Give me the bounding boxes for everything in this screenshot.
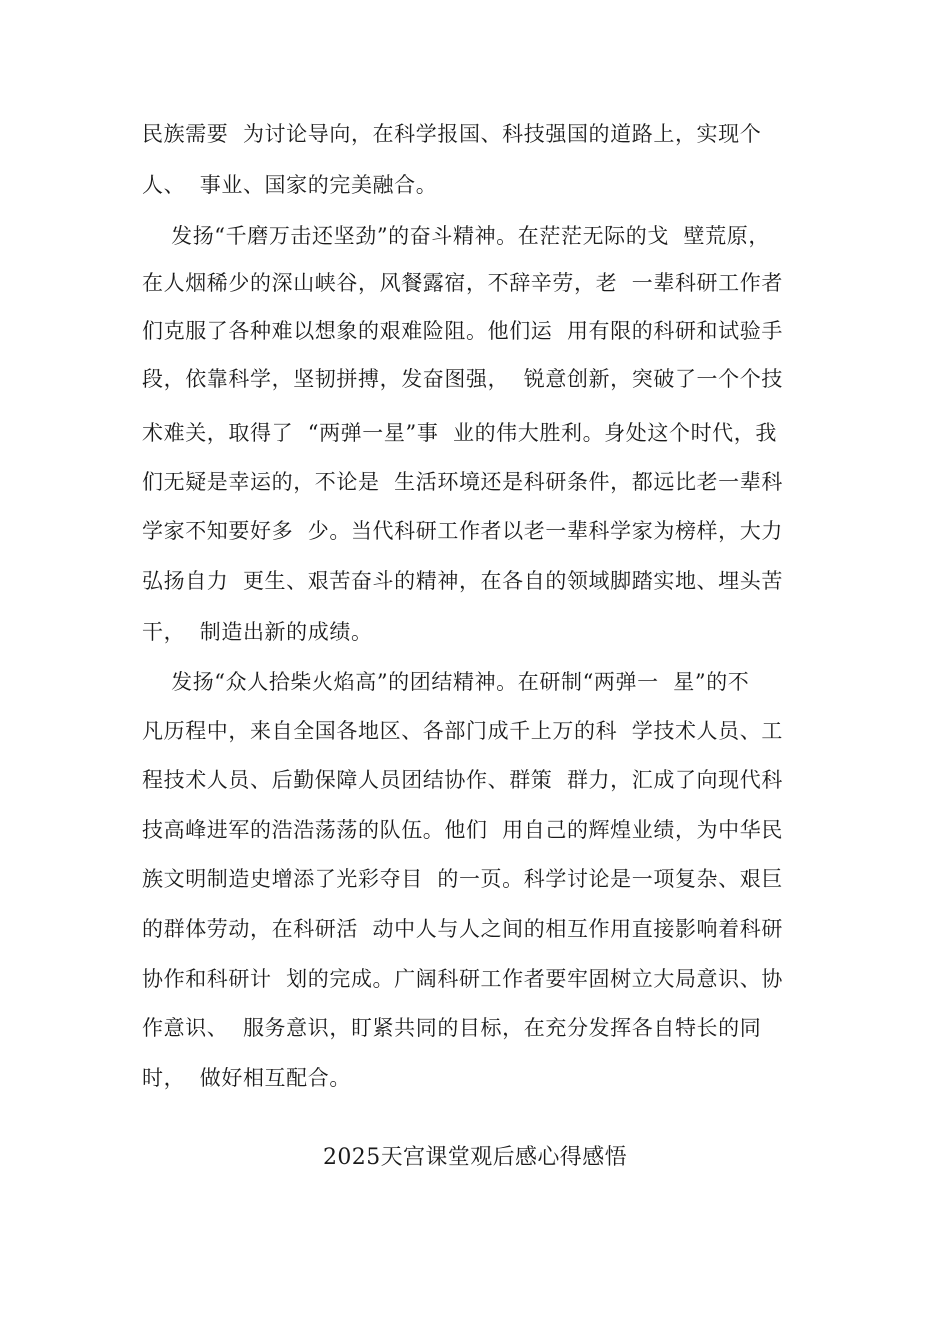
body-text-line: 弘扬自力 更生、艰苦奋斗的精神，在各自的领域脚踏实地、埋头苦 [142, 569, 783, 593]
body-text-line: 段，依靠科学，坚韧拼搏，发奋图强， 锐意创新，突破了一个个技 [142, 367, 783, 391]
body-text-line: 民族需要 为讨论导向，在科学报国、科技强国的道路上，实现个 [142, 122, 762, 146]
body-text-line: 程技术人员、后勤保障人员团结协作、群策 群力，汇成了向现代科 [142, 768, 783, 792]
body-text-line: 们无疑是幸运的，不论是 生活环境还是科研条件，都远比老一辈科 [142, 470, 783, 494]
body-text-line: 干， 制造出新的成绩。 [142, 620, 373, 644]
body-text-line: 协作和科研计 划的完成。广阔科研工作者要牢固树立大局意识、协 [142, 967, 783, 991]
body-text-line: 族文明制造史增添了光彩夺目 的一页。科学讨论是一项复杂、艰巨 [142, 867, 783, 891]
body-text-line: 技高峰进军的浩浩荡荡的队伍。他们 用自己的辉煌业绩，为中华民 [142, 818, 783, 842]
body-text-line: 作意识、 服务意识，盯紧共同的目标，在充分发挥各自特长的同 [142, 1016, 762, 1040]
body-text-line: 术难关，取得了 “两弹一星”事 业的伟大胜利。身处这个时代，我 [142, 421, 777, 445]
body-text-line: 时， 做好相互配合。 [142, 1066, 351, 1090]
body-text-line: 凡历程中，来自全国各地区、各部门成千上万的科 学技术人员、工 [142, 719, 783, 743]
section-heading: 2025天宫课堂观后感心得感悟 [323, 1145, 627, 1170]
body-text-line: 的群体劳动，在科研活 动中人与人之间的相互作用直接影响着科研 [142, 917, 783, 941]
body-text-line: 人、 事业、国家的完美融合。 [142, 173, 438, 197]
body-text-line: 们克服了各种难以想象的艰难险阻。他们运 用有限的科研和试验手 [142, 319, 783, 343]
body-text-line: 学家不知要好多 少。当代科研工作者以老一辈科学家为榜样，大力 [142, 519, 783, 543]
body-text-line: 发扬“千磨万击还坚劲”的奋斗精神。在茫茫无际的戈 壁荒原， [142, 224, 770, 248]
body-text-line: 发扬“众人拾柴火焰高”的团结精神。在研制“两弹一 星”的不 [142, 670, 750, 694]
body-text-line: 在人烟稀少的深山峡谷，风餐露宿，不辞辛劳，老 一辈科研工作者 [142, 271, 783, 295]
